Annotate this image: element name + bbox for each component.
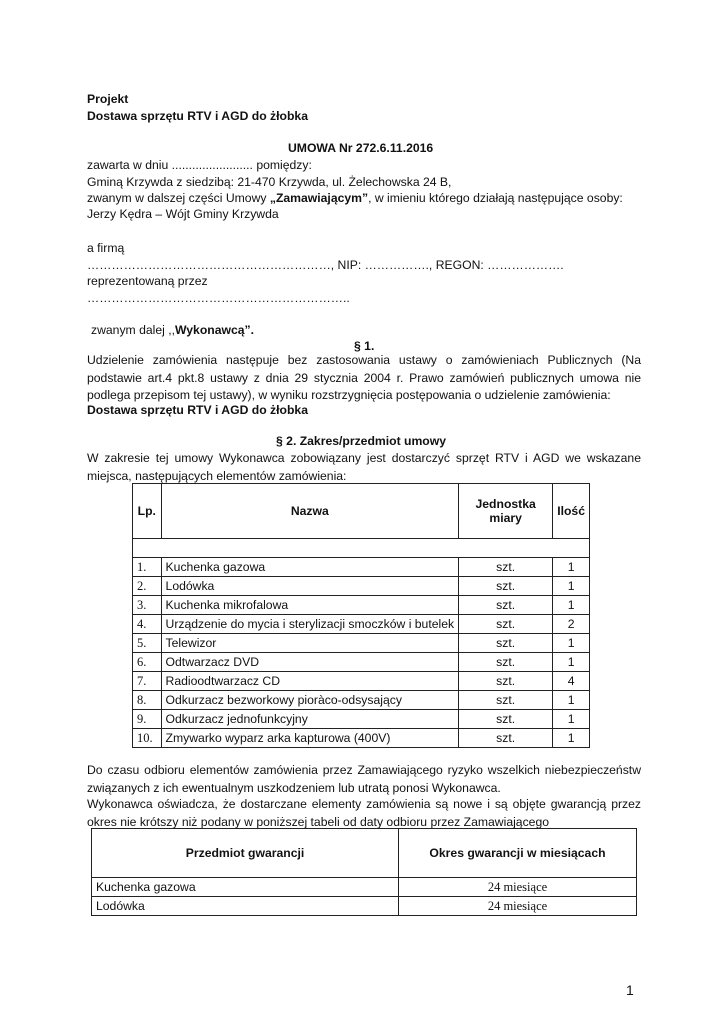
party1-role-bold: „Zamawiającym” (269, 191, 369, 205)
col-name: Nazwa (161, 484, 459, 539)
row-unit: szt. (459, 596, 553, 615)
row-name: Telewizor (161, 634, 459, 653)
row-qty: 1 (553, 710, 590, 729)
row-qty: 1 (553, 729, 590, 748)
row-unit: szt. (459, 558, 553, 577)
row-lp: 1. (133, 558, 162, 577)
table-row (133, 558, 590, 577)
table-row (133, 634, 590, 653)
row-unit: szt. (459, 691, 553, 710)
table-row (92, 897, 637, 916)
table-row (133, 577, 590, 596)
section1-title: § 1. (354, 339, 375, 353)
col-warranty-subject: Przedmiot gwarancji (92, 829, 399, 878)
col-warranty-period: Okres gwarancji w miesiącach (399, 829, 637, 878)
row-name: Odtwarzacz DVD (161, 653, 459, 672)
items-table-header (133, 484, 590, 539)
col-qty: Ilość (553, 484, 590, 539)
row-lp: 7. (133, 672, 162, 691)
table-row (133, 691, 590, 710)
firm-label: a firmą (87, 241, 125, 255)
row-lp: 4. (133, 615, 162, 634)
row-lp: 10. (133, 729, 162, 748)
warranty-table-header (92, 829, 637, 878)
row-lp: 6. (133, 653, 162, 672)
row-qty: 1 (553, 596, 590, 615)
row-name: Lodówka (161, 577, 459, 596)
table-row (133, 729, 590, 748)
row-lp: 2. (133, 577, 162, 596)
table-row (92, 878, 637, 897)
warranty-paragraph: Wykonawca oświadcza, że dostarczane elementy zamówienia są nowe i są objęte gwarancją przez okres nie krótszy niż podany w poniższej tabeli od daty odbioru przez Zamawiającego (87, 797, 641, 829)
project-label: Projekt (87, 92, 129, 106)
warranty-table (91, 828, 637, 916)
row-qty: 1 (553, 653, 590, 672)
party1-role (87, 190, 623, 207)
party1-address: Gminą Krzywda z siedzibą: 21-470 Krzywda, ul. Żelechowska 24 B, (87, 175, 452, 189)
row-name: Odkurzacz jednofunkcyjny (161, 710, 459, 729)
contract-date-line: zawarta w dniu ........................ pomiędzy: (87, 158, 312, 172)
warranty-period: 24 miesiące (399, 878, 637, 897)
table-row (133, 653, 590, 672)
party1-representative: Jerzy Kędra – Wójt Gminy Krzywda (87, 207, 279, 221)
document-title: Dostawa sprzętu RTV i AGD do żłobka (87, 109, 308, 123)
row-unit: szt. (459, 615, 553, 634)
row-name: Radioodtwarzacz CD (161, 672, 459, 691)
table-row (133, 710, 590, 729)
contractor-definition-bold: Wykonawcą”. (175, 323, 255, 337)
row-qty: 2 (553, 615, 590, 634)
row-unit: szt. (459, 729, 553, 748)
items-table-spacer (133, 539, 590, 558)
row-name: Odkurzacz bezworkowy pioràco-odsysający (161, 691, 459, 710)
row-lp: 3. (133, 596, 162, 615)
contractor-definition (91, 322, 254, 339)
section2-text: W zakresie tej umowy Wykonawca zobowiązany jest dostarczyć sprzęt RTV i AGD we wskazane miejsca, następujących elementów zamówienia: (87, 451, 641, 483)
row-qty: 1 (553, 691, 590, 710)
contract-number: UMOWA Nr 272.6.11.2016 (288, 141, 434, 155)
risk-paragraph: Do czasu odbioru elementów zamówienia przez Zamawiającego ryzyko wszelkich niebezpieczeństw związanych z ich ewentualnym uszkodzeniem lub utratą ponosi Wykonawca. (87, 763, 641, 795)
warranty-period: 24 miesiące (399, 897, 637, 916)
row-unit: szt. (459, 653, 553, 672)
party1-role-pre: zwanym w dalszej części Umowy (87, 191, 270, 205)
row-lp: 8. (133, 691, 162, 710)
section2-title: § 2. Zakres/przedmiot umowy (276, 434, 447, 448)
table-row (133, 672, 590, 691)
row-qty: 1 (553, 577, 590, 596)
row-qty: 1 (553, 558, 590, 577)
row-unit: szt. (459, 710, 553, 729)
table-row (133, 615, 590, 634)
row-unit: szt. (459, 577, 553, 596)
party1-role-post: , w imieniu którego działają następujące osoby: (368, 191, 623, 205)
contractor-definition-pre: zwanym dalej ,, (91, 323, 175, 337)
spacer-cell (133, 539, 590, 558)
row-lp: 5. (133, 634, 162, 653)
items-table (132, 483, 590, 748)
row-unit: szt. (459, 634, 553, 653)
col-lp: Lp. (133, 484, 162, 539)
warranty-subject: Kuchenka gazowa (92, 878, 399, 897)
row-qty: 4 (553, 672, 590, 691)
page-number: 1 (626, 982, 634, 998)
represented-line: ……………………………………………………….. (87, 291, 350, 305)
row-qty: 1 (553, 634, 590, 653)
represented-label: reprezentowaną przez (87, 274, 208, 288)
col-unit: Jednostka miary (459, 484, 553, 539)
warranty-subject: Lodówka (92, 897, 399, 916)
row-name: Urządzenie do mycia i sterylizacji smoczków i butelek (161, 615, 459, 634)
row-name: Zmywarko wyparz arka kapturowa (400V) (161, 729, 459, 748)
row-name: Kuchenka mikrofalowa (161, 596, 459, 615)
row-lp: 9. (133, 710, 162, 729)
section1-text: Udzielenie zamówienia następuje bez zastosowania ustawy o zamówieniach Publicznych (Na podstawie art.4 pkt.8 ustawy z dnia 29 stycznia 2004 r. Prawo zamówień publicznych umowa nie podlega przepisom tej ustawy), w wyniku rozstrzygnięcia postępowania o udzielenie zamówienia: (87, 353, 641, 402)
section1-subject: Dostawa sprzętu RTV i AGD do żłobka (87, 403, 308, 417)
row-name: Kuchenka gazowa (161, 558, 459, 577)
firm-details-line: ……………………………………………………, NIP: ……………., REGON: ………………. (87, 258, 564, 272)
row-unit: szt. (459, 672, 553, 691)
table-row (133, 596, 590, 615)
